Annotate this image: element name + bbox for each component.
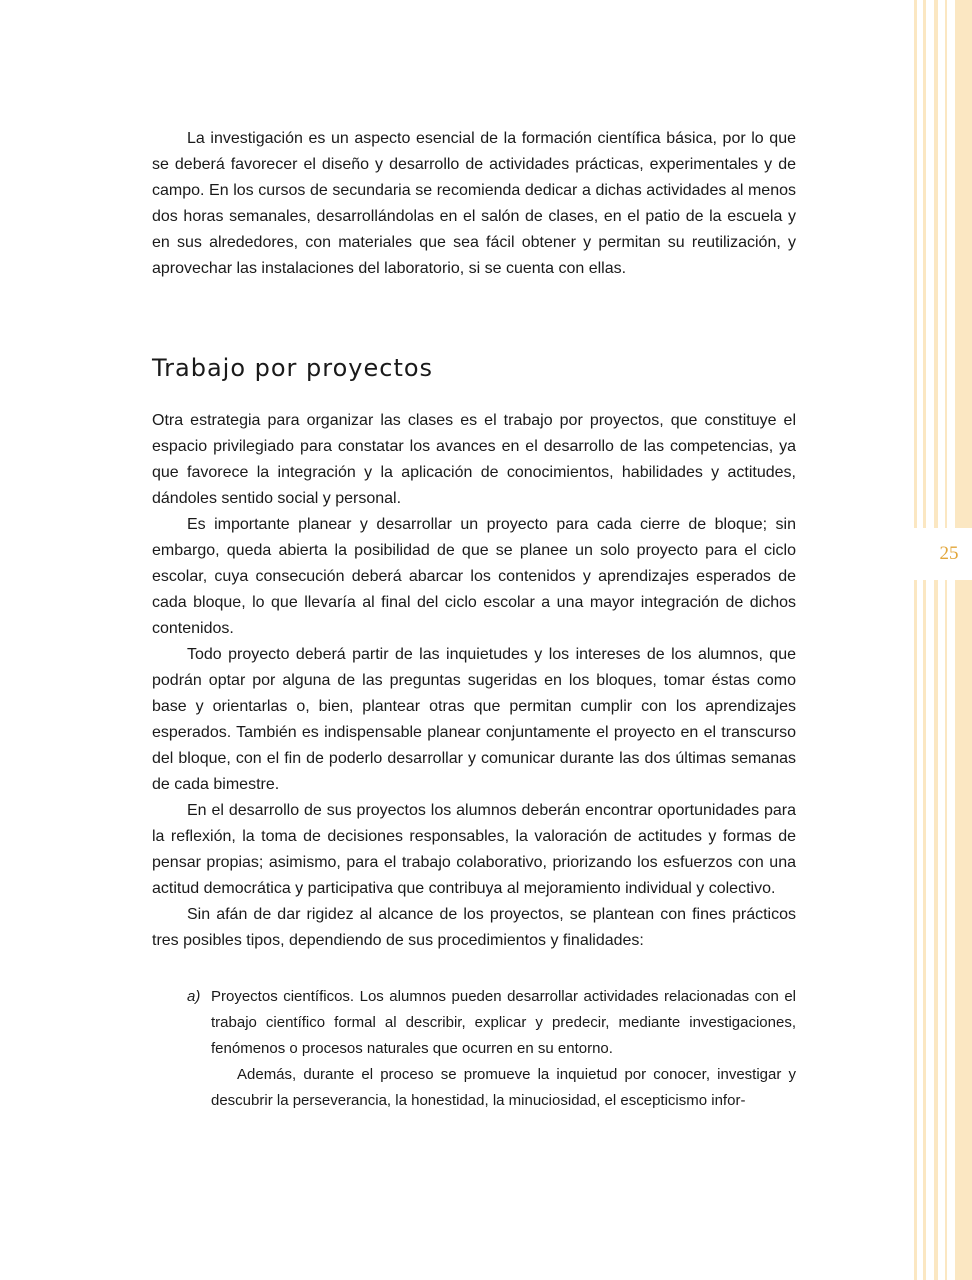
body-paragraph: En el desarrollo de sus proyectos los alumnos deberán encontrar oportunidades para la reflexión, la toma de decisiones responsables, la valoración de actitudes y formas de pensar propias; asimismo, para el trabajo colaborativo, priorizando los esfuerzos con una actitud democrática y participativa que contribuya al mejoramiento individual y colectivo. xyxy=(152,802,796,897)
page-content xyxy=(152,126,796,1114)
body-paragraph: Es importante planear y desarrollar un proyecto para cada cierre de bloque; sin embargo, queda abierta la posibilidad de que se planee un solo proyecto para el ciclo escolar, cuya consecución deberá abarcar los contenidos y aprendizajes esperados de cada bloque, lo que llevaría al final del ciclo escolar a una mayor integración de dichos contenidos. xyxy=(152,516,796,637)
list-item-continuation: Además, durante el proceso se promueve la inquietud por conocer, investigar y descubrir la perseverancia, la honestidad, la minuciosidad, el escepticismo infor- xyxy=(211,1066,796,1109)
body-paragraph: Otra estrategia para organizar las clases es el trabajo por proyectos, que constituye el espacio privilegiado para constatar los avances en el desarrollo de las competencias, ya que favorece la integración y la aplicación de conocimientos, habilidades y actitudes, dándoles sentido social y personal. xyxy=(152,412,796,507)
intro-paragraph: La investigación es un aspecto esencial de la formación científica básica, por lo que se deberá favorecer el diseño y desarrollo de actividades prácticas, experimentales y de campo. En los cursos de secundaria se recomienda dedicar a dichas actividades al menos dos horas semanales, desarrollándolas en el salón de clases, en el patio de la escuela y en sus alrededores, con materiales que sea fácil obtener y permitan su reutilización, y aprovechar las instalaciones del laboratorio, si se cuenta con ellas. xyxy=(152,130,796,277)
page-number-box xyxy=(914,528,972,580)
list-item xyxy=(187,984,796,1114)
list-item-body xyxy=(211,984,796,1114)
list-item-text: Proyectos científicos. Los alumnos pueden desarrollar actividades relacionadas con el trabajo científico formal al describir, explicar y predecir, mediante investigaciones, fenómenos o procesos naturales que ocurren en su entorno. xyxy=(211,988,796,1057)
margin-stripes xyxy=(914,0,972,1280)
project-types-list xyxy=(152,984,796,1114)
section-title: Trabajo por proyectos xyxy=(152,354,434,382)
body-paragraph: Sin afán de dar rigidez al alcance de los proyectos, se plantean con fines prácticos tres posibles tipos, dependiendo de sus procedimientos y finalidades: xyxy=(152,906,796,949)
page-number: 25 xyxy=(939,543,959,564)
body-paragraph: Todo proyecto deberá partir de las inquietudes y los intereses de los alumnos, que podrán optar por alguna de las preguntas sugeridas en los bloques, tomar éstas como base y orientarlas o, bien, plantear otras que permitan cumplir con los aprendizajes esperados. También es indispensable planear conjuntamente el proyecto en el transcurso del bloque, con el fin de poderlo desarrollar y comunicar durante las dos últimas semanas de cada bimestre. xyxy=(152,646,796,793)
list-marker: a) xyxy=(187,988,201,1005)
